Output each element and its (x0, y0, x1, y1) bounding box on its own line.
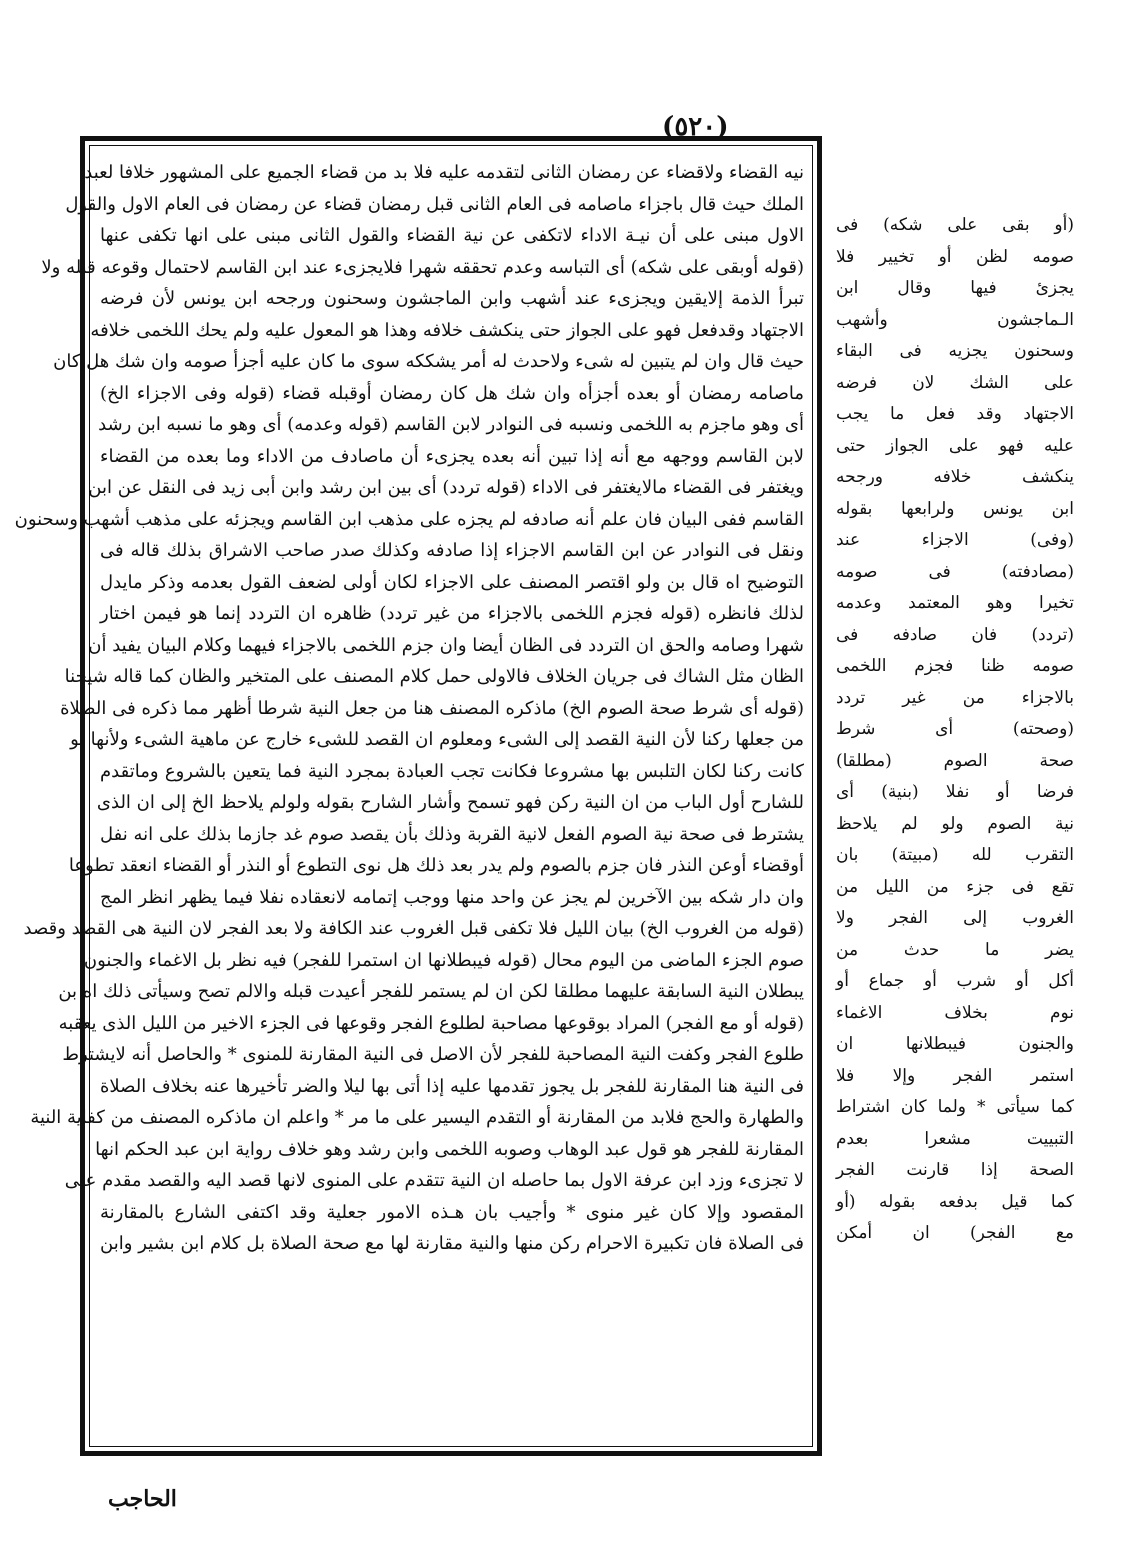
main-text-line: تبرأ الذمة إلايقين ويجزىء عند أشهب وابن الماجشون وسحنون ورجحه ابن يونس لأن فرضه (100, 288, 804, 309)
main-text-line: الاول مبنى على أن نيـة الاداء لاتكفى عن نية القضاء والقول الثانى مبنى على انها تكفى عنها (100, 225, 804, 246)
main-text-line: يبطلان النية السابقة عليهما مطلقا لكن ان لم يستمر للفجر أعيدت قبله والالم تصح وسيأتى ذلك اه بن (58, 981, 804, 1002)
main-text-line: الاجتهاد وقدفعل فهو على الجواز حتى ينكشف خلافه وهذا هو المعول عليه ولم يحك اللخمى خلافه (90, 319, 804, 341)
main-text-line: ويغتفر فى القضاء مالايغتفر فى الاداء (قوله تردد) أى بين ابن رشد وابن أبى زيد فى النقل عن ابن (88, 477, 804, 498)
main-text-line: والطهارة والحج فلابد من المقارنة أو التقدم اليسير على ما مر * واعلم ان ماذكره المصنف من كفاية النية (30, 1107, 804, 1128)
margin-text-block (836, 210, 1074, 1250)
main-text-line: المقارنة للفجر هو قول عبد الوهاب وصوبه اللخمى وابن رشد وهو خلاف رواية ابن عبد الحكم انها (95, 1138, 804, 1160)
margin-text-line: (وفى) الاجزاء عند (836, 530, 1074, 550)
margin-text-line: بالاجزاء من غير تردد (836, 687, 1074, 708)
main-text-line: شهرا وصامه والحق ان التردد فى الظان أيضا وان جزم اللخمى بالاجزاء فيهما وكلام البيان يفيد أن (88, 634, 804, 656)
margin-text-line: صحة الصوم (مطلقا) (836, 750, 1074, 771)
main-text-line: فى الصلاة فان تكبيرة الاحرام ركن منها والنية مقارنة لها مع صحة الصلاة بل كلام ابن بشير وابن (100, 1233, 804, 1254)
main-text-line: فى النية هنا المقارنة للفجر بل يجوز تقدمها عليه إذا أتى بها ليلا والضر تأخيرها عنه بخلاف الصلاة (100, 1075, 804, 1097)
margin-text-line: على الشك لان فرضه (836, 372, 1074, 393)
main-text-line: للشارح أول الباب من ان النية ركن فهو تسمح وأشار الشارح بقوله ولولم يلاحظ الخ إلى ان الذى (96, 792, 804, 813)
main-text-line: لذلك فانظره (قوله فجزم اللخمى بالاجزاء من غير تردد) ظاهره ان التردد إنما هو فيمن اختار (100, 603, 804, 624)
main-text-line: كانت ركنا لكان التلبس بها مشروعا فكانت تجب العبادة بمجرد النية فما يتعين بالشروع وماتقدم (100, 760, 804, 782)
main-text-line: (قوله من الغروب الخ) بيان الليل فلا تكفى قبل الغروب عند الكافة ولا بعد الفجر لان النية هى القصد وقصد (23, 918, 804, 939)
main-text-line: المقصود وإلا كان غير منوى * وأجيب بان هـذه الامور جعلية وقد اكتفى الشارع بالمقارنة (100, 1201, 804, 1223)
margin-text-line: أكل أو شرب أو جماع أو (836, 971, 1074, 991)
main-text-line: القاسم ففى البيان فان علم أنه صادفه لم يجزه على مذهب ابن القاسم ويجزئه على مذهب أشهب وسحنون (14, 508, 804, 530)
margin-text-line: الصحة إذا قارنت الفجر (836, 1160, 1074, 1180)
margin-text-line: وسحنون يجزيه فى البقاء (836, 341, 1074, 361)
main-text-line: (قوله أى شرط صحة الصوم الخ) ماذكره المصنف هنا من جعل النية شرطا أظهر مما ذكره فى الصلاة (60, 697, 804, 719)
margin-text-line: (أو بقى على شكه) فى (836, 215, 1074, 235)
main-text-line: (قوله أوبقى على شكه) أى التباسه وعدم تحققه شهرا فلايجزىء عند ابن القاسم لاحتمال وقوعه قبله ولا (41, 256, 804, 278)
margin-text-line: تقع فى جزء من الليل من (836, 876, 1074, 897)
main-text-line: الظان مثل الشاك فى جريان الخلاف فالاولى حمل كلام المصنف على المتخير والظان كما قاله شيخنا (64, 666, 804, 687)
margin-text-line: الـماجشون وأشهب (836, 309, 1074, 330)
main-text-line: (قوله أو مع الفجر) المراد بوقوعها مصاحبة لطلوع الفجر وقوعها فى الجزء الاخير من الليل الذى يعقبه (58, 1012, 804, 1034)
page-number: (٥٢٠) (662, 112, 729, 142)
main-text-line: ونقل فى النوادر عن ابن القاسم الاجزاء إذا صادفه وكذلك صدر صاحب الاشراق بذلك قاله فى (100, 540, 804, 561)
margin-text-line: (وصحته) أى شرط (836, 719, 1074, 739)
main-text-line: الملك حيث قال باجزاء ماصامه فى العام الثانى قبل رمضان قضاء عن رمضان فى العام الاول والقول (65, 193, 804, 215)
main-text-line: نيه القضاء ولاقضاء عن رمضان الثانى لتقدمه عليه فلا بد من قضاء الجميع على المشهور خلافا لعبد (84, 162, 804, 183)
margin-text-line: التبييت مشعرا بعدم (836, 1128, 1074, 1149)
margin-text-line: والجنون فيبطلانها ان (836, 1034, 1074, 1054)
margin-text-line: استمر الفجر وإلا فلا (836, 1065, 1074, 1086)
main-text-line: حيث قال وان لم يتبين له شىء ولاحدث له أمر يشككه سوى ما كان عليه أجزأ صومه وان شك هل كان (53, 351, 804, 372)
margin-text-line: التقرب لله (مبيتة) بان (836, 845, 1074, 865)
main-text-line: التوضيح اه قال بن ولو اقتصر المصنف على الاجزاء لكان أولى لضعف القول بعدمه وذكر مايدل (100, 571, 804, 593)
margin-text-line: نوم بخلاف الاغماء (836, 1002, 1074, 1023)
main-text-line: طلوع الفجر وكفت النية المصاحبة للفجر لأن الاصل فى النية المقارنة للمنوى * والحاصل أنه لايشترط (62, 1044, 804, 1065)
margin-text-line: الاجتهاد وقد فعل ما يجب (836, 404, 1074, 424)
margin-text-line: ينكشف خلافه ورجحه (836, 467, 1074, 487)
margin-text-line: نية الصوم ولو لم يلاحظ (836, 813, 1074, 834)
footer-catchword: الحاجب (108, 1486, 177, 1512)
main-text-line: لابن القاسم ووجهه مع أنه إذا تبين أنه بعده يجزىء أن ماصادف من الاداء وما بعده من القضاء (100, 445, 804, 467)
main-text-line: وان دار شكه بين الآخرين لم يجز عن واحد منها ووجب إتمامه لانعقاده نفلا فيما يظهر انظر المج (100, 886, 804, 908)
main-text-line: صوم الجزء الماضى من اليوم محال (قوله فيبطلانها ان استمرا للفجر) فيه نظر بل الاغماء والجنون (83, 949, 804, 971)
main-text-line: أوقضاء أوعن النذر فان جزم بالصوم ولم يدر بعد ذلك هل نوى التطوع أو النذر أو القضاء انعقد تطوعا (68, 855, 804, 876)
main-text-line: من جعلها ركنا لأن النية القصد إلى الشىء ومعلوم ان القصد للشىء خارج عن ماهية الشىء ولأنها لو (70, 729, 804, 750)
main-text-line: لا تجزىء وزد ابن عرفة الاول بما حاصله ان النية تتقدم على المنوى لانها قصد اليه والقصد مقدم على (64, 1170, 804, 1191)
margin-text-line: كما سيأتى * ولما كان اشتراط (836, 1097, 1074, 1117)
margin-text-line: (تردد) فان صادفه فى (836, 624, 1074, 645)
margin-text-line: عليه فهو على الجواز حتى (836, 435, 1074, 456)
margin-text-line: مع الفجر) ان أمكن (836, 1223, 1074, 1243)
main-text-line: أى وهو ماجزم به اللخمى ونسبه فى النوادر لابن القاسم (قوله وعدمه) أى وهو ما نسبه ابن رشد (98, 414, 804, 435)
margin-text-line: كما قيل بدفعه بقوله (أو (836, 1191, 1074, 1212)
margin-text-line: فرضا أو نفلا (بنية) أى (836, 782, 1074, 802)
margin-text-line: صومه لظن أو تخيير فلا (836, 246, 1074, 267)
margin-text-line: ابن يونس ولرابعها بقوله (836, 498, 1074, 519)
margin-text-line: (مصادفته) فى صومه (836, 561, 1074, 582)
margin-text-line: يجزئ فيها وقال ابن (836, 278, 1074, 298)
margin-text-line: تخيرا وهو المعتمد وعدمه (836, 593, 1074, 613)
margin-text-line: الغروب إلى الفجر ولا (836, 908, 1074, 928)
margin-text-line: يضر ما حدث من (836, 939, 1074, 960)
main-text-line: يشترط فى صحة نية الصوم الفعل لانية القربة وذلك بأن يقصد صوم غد جازما بذلك على انه نفل (100, 823, 804, 845)
main-text-block (14, 157, 804, 1447)
margin-text-line: صومه ظنا فجزم اللخمى (836, 656, 1074, 676)
main-text-line: ماصامه رمضان أو بعده أجزأه وان شك هل كان رمضان أوقبله قضاء (قوله وفى الاجزاء الخ) (100, 382, 804, 404)
